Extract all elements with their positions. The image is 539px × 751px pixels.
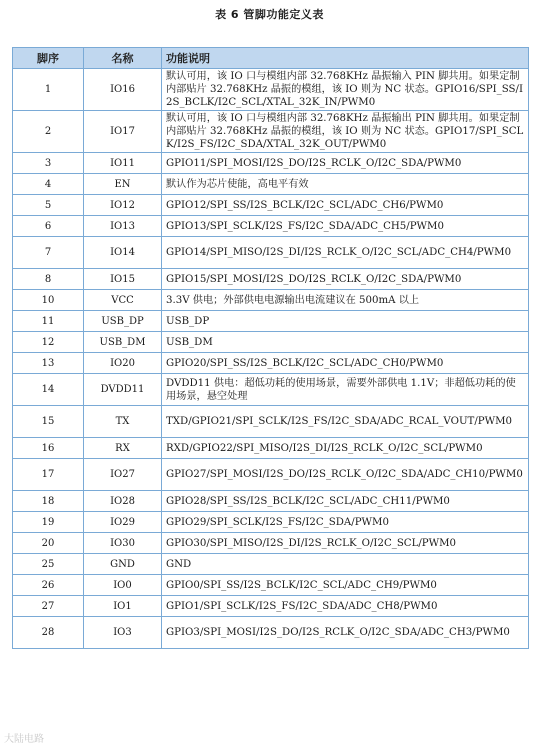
- pin-name-cell: IO29: [84, 512, 162, 533]
- pin-name-cell: DVDD11: [84, 374, 162, 406]
- table-row: [13, 69, 529, 111]
- pin-function-cell: GPIO27/SPI_MOSI/I2S_DO/I2S_RCLK_O/I2C_SDA/ADC_CH10/PWM0: [162, 459, 529, 491]
- pin-name-cell: IO0: [84, 575, 162, 596]
- table-caption: 表 6 管脚功能定义表: [215, 8, 324, 21]
- pin-number-cell: 16: [13, 438, 84, 459]
- table-row: [13, 269, 529, 290]
- pin-function-table: [12, 47, 529, 649]
- pin-name-cell: IO30: [84, 533, 162, 554]
- pin-number-cell: 19: [13, 512, 84, 533]
- pin-number-cell: 4: [13, 174, 84, 195]
- table-row: [13, 512, 529, 533]
- pin-function-cell: USB_DM: [162, 332, 529, 353]
- pin-name-cell: USB_DP: [84, 311, 162, 332]
- pin-name-cell: IO3: [84, 617, 162, 649]
- table-row: [13, 195, 529, 216]
- pin-function-cell: GPIO1/SPI_SCLK/I2S_FS/I2C_SDA/ADC_CH8/PWM0: [162, 596, 529, 617]
- pin-number-cell: 7: [13, 237, 84, 269]
- pin-name-cell: IO27: [84, 459, 162, 491]
- pin-function-cell: GPIO29/SPI_SCLK/I2S_FS/I2C_SDA/PWM0: [162, 512, 529, 533]
- table-row: [13, 290, 529, 311]
- table-row: [13, 533, 529, 554]
- pin-number-cell: 26: [13, 575, 84, 596]
- pin-number-cell: 14: [13, 374, 84, 406]
- table-row: [13, 237, 529, 269]
- pin-name-cell: IO20: [84, 353, 162, 374]
- pin-number-cell: 20: [13, 533, 84, 554]
- pin-name-cell: VCC: [84, 290, 162, 311]
- table-body: [13, 69, 529, 649]
- pin-name-cell: EN: [84, 174, 162, 195]
- pin-number-cell: 17: [13, 459, 84, 491]
- pin-function-cell: TXD/GPIO21/SPI_SCLK/I2S_FS/I2C_SDA/ADC_RCAL_VOUT/PWM0: [162, 406, 529, 438]
- pin-name-cell: GND: [84, 554, 162, 575]
- pin-name-cell: IO1: [84, 596, 162, 617]
- table-row: [13, 353, 529, 374]
- pin-number-cell: 18: [13, 491, 84, 512]
- header-name: 名称: [84, 48, 162, 69]
- pin-function-cell: GPIO13/SPI_SCLK/I2S_FS/I2C_SDA/ADC_CH5/PWM0: [162, 216, 529, 237]
- pin-name-cell: IO12: [84, 195, 162, 216]
- pin-name-cell: IO15: [84, 269, 162, 290]
- table-row: [13, 406, 529, 438]
- pin-number-cell: 13: [13, 353, 84, 374]
- pin-number-cell: 27: [13, 596, 84, 617]
- pin-function-cell: GPIO3/SPI_MOSI/I2S_DO/I2S_RCLK_O/I2C_SDA/ADC_CH3/PWM0: [162, 617, 529, 649]
- pin-function-cell: 默认作为芯片使能，高电平有效: [162, 174, 529, 195]
- pin-function-cell: GND: [162, 554, 529, 575]
- pin-number-cell: 1: [13, 69, 84, 111]
- pin-name-cell: RX: [84, 438, 162, 459]
- pin-number-cell: 15: [13, 406, 84, 438]
- table-row: [13, 311, 529, 332]
- pin-number-cell: 25: [13, 554, 84, 575]
- pin-function-cell: 3.3V 供电；外部供电电源输出电流建议在 500mA 以上: [162, 290, 529, 311]
- pin-function-cell: GPIO15/SPI_MOSI/I2S_DO/I2S_RCLK_O/I2C_SDA/PWM0: [162, 269, 529, 290]
- pin-function-cell: 默认可用，该 IO 口与模组内部 32.768KHz 晶振输出 PIN 脚共用。如果定制内部贴片 32.768KHz 晶振的模组，该 IO 则为 NC 状态。GPIO17/SPI_SCLK/I2S_FS/I2C_SDA/XTAL_32K_OUT/PWM0: [162, 111, 529, 153]
- table-row: [13, 491, 529, 512]
- pin-function-cell: GPIO11/SPI_MOSI/I2S_DO/I2S_RCLK_O/I2C_SDA/PWM0: [162, 153, 529, 174]
- watermark: 大陆电路: [4, 734, 44, 745]
- table-row: [13, 596, 529, 617]
- table-row: [13, 153, 529, 174]
- pin-name-cell: IO16: [84, 69, 162, 111]
- pin-number-cell: 11: [13, 311, 84, 332]
- pin-function-cell: GPIO20/SPI_SS/I2S_BCLK/I2C_SCL/ADC_CH0/PWM0: [162, 353, 529, 374]
- pin-number-cell: 12: [13, 332, 84, 353]
- pin-function-cell: GPIO14/SPI_MISO/I2S_DI/I2S_RCLK_O/I2C_SCL/ADC_CH4/PWM0: [162, 237, 529, 269]
- pin-function-cell: RXD/GPIO22/SPI_MISO/I2S_DI/I2S_RCLK_O/I2C_SCL/PWM0: [162, 438, 529, 459]
- table-row: [13, 332, 529, 353]
- pin-function-cell: GPIO28/SPI_SS/I2S_BCLK/I2C_SCL/ADC_CH11/PWM0: [162, 491, 529, 512]
- table-row: [13, 438, 529, 459]
- table-row: [13, 174, 529, 195]
- pin-number-cell: 3: [13, 153, 84, 174]
- table-row: [13, 554, 529, 575]
- pin-name-cell: IO17: [84, 111, 162, 153]
- pin-number-cell: 10: [13, 290, 84, 311]
- pin-name-cell: IO14: [84, 237, 162, 269]
- pin-function-cell: GPIO30/SPI_MISO/I2S_DI/I2S_RCLK_O/I2C_SCL/PWM0: [162, 533, 529, 554]
- pin-name-cell: IO28: [84, 491, 162, 512]
- table-row: [13, 459, 529, 491]
- pin-function-cell: GPIO0/SPI_SS/I2S_BCLK/I2C_SCL/ADC_CH9/PWM0: [162, 575, 529, 596]
- pin-function-cell: 默认可用，该 IO 口与模组内部 32.768KHz 晶振输入 PIN 脚共用。如果定制内部贴片 32.768KHz 晶振的模组，该 IO 则为 NC 状态。GPIO16/SPI_SS/I2S_BCLK/I2C_SCL/XTAL_32K_IN/PWM0: [162, 69, 529, 111]
- header-pin-no: 脚序: [13, 48, 84, 69]
- pin-function-cell: USB_DP: [162, 311, 529, 332]
- table-row: [13, 111, 529, 153]
- pin-function-cell: GPIO12/SPI_SS/I2S_BCLK/I2C_SCL/ADC_CH6/PWM0: [162, 195, 529, 216]
- pin-name-cell: TX: [84, 406, 162, 438]
- header-function: 功能说明: [162, 48, 529, 69]
- pin-number-cell: 8: [13, 269, 84, 290]
- pin-number-cell: 2: [13, 111, 84, 153]
- pin-number-cell: 5: [13, 195, 84, 216]
- pin-name-cell: USB_DM: [84, 332, 162, 353]
- table-row: [13, 575, 529, 596]
- pin-number-cell: 6: [13, 216, 84, 237]
- pin-name-cell: IO11: [84, 153, 162, 174]
- table-row: [13, 374, 529, 406]
- pin-name-cell: IO13: [84, 216, 162, 237]
- table-header-row: [13, 48, 529, 69]
- table-row: [13, 617, 529, 649]
- pin-function-cell: DVDD11 供电：超低功耗的使用场景，需要外部供电 1.1V；非超低功耗的使用场景，悬空处理: [162, 374, 529, 406]
- table-row: [13, 216, 529, 237]
- pin-number-cell: 28: [13, 617, 84, 649]
